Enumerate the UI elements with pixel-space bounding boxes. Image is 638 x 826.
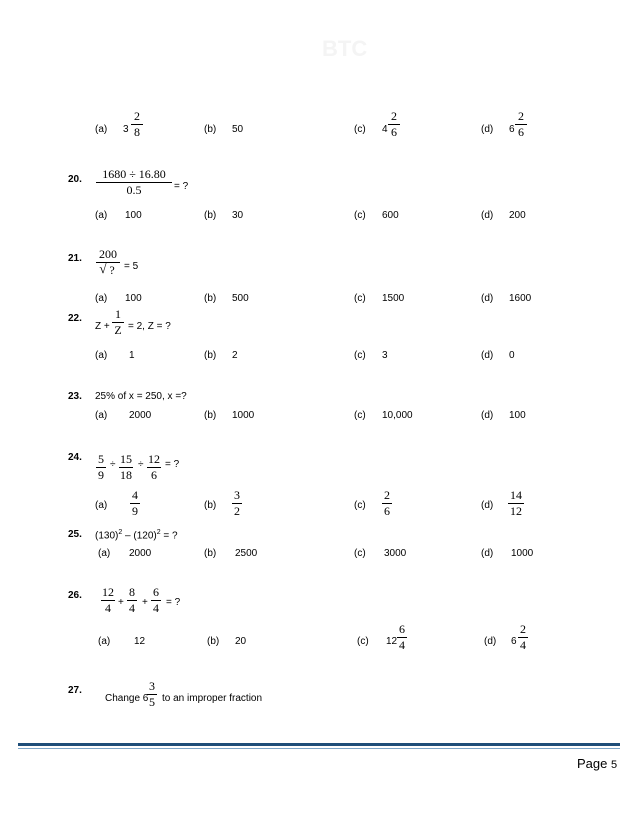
q25-option-a-label: (a): [98, 548, 111, 559]
q22-option-a-value: 1: [129, 350, 135, 361]
q21-option-b-value: 500: [232, 293, 249, 304]
q27-number: 27.: [68, 685, 82, 696]
q20-option-c-value: 600: [382, 210, 399, 221]
q22-option-d-value: 0: [509, 350, 515, 361]
q22-option-c-label: (c): [354, 350, 366, 361]
q20-option-c-label: (c): [354, 210, 366, 221]
q20-option-a-value: 100: [125, 210, 142, 221]
q24-fraction-1: 5 9: [98, 452, 104, 482]
q24-option-c-fraction: 2 6: [384, 488, 390, 518]
page-number: Page 5: [577, 756, 618, 771]
q27-fraction: 3 5: [149, 679, 155, 709]
q21-expression-fraction: 200 √ ?: [96, 248, 120, 277]
q20-option-b-value: 30: [232, 210, 244, 221]
q21-option-d-value: 1600: [509, 293, 532, 304]
q24-option-b-label: (b): [204, 500, 217, 511]
q27-question-suffix: to an improper fraction: [162, 693, 263, 704]
q21-option-a-label: (a): [95, 293, 108, 304]
q26-option-a-value: 12: [134, 636, 146, 647]
q21-number: 21.: [68, 253, 82, 264]
q19-option-d-whole: 6: [509, 124, 515, 135]
q21-option-d-label: (d): [481, 293, 494, 304]
q26-fraction-2: 8 4: [129, 585, 135, 615]
q26-option-c-label: (c): [357, 636, 369, 647]
q23-option-a-label: (a): [95, 410, 108, 421]
q22-option-c-value: 3: [382, 350, 388, 361]
q21-option-a-value: 100: [125, 293, 142, 304]
q24-operator-1: ÷: [110, 459, 116, 470]
q25-option-b-value: 2500: [235, 548, 258, 559]
q19-option-b-value: 50: [232, 124, 244, 135]
q22-option-b-label: (b): [204, 350, 217, 361]
q22-expression-fraction: 1 Z: [112, 308, 124, 337]
q23-option-c-label: (c): [354, 410, 366, 421]
q26-fraction-3: 6 4: [153, 585, 159, 615]
q20-option-d-label: (d): [481, 210, 494, 221]
q20-option-b-label: (b): [204, 210, 217, 221]
q26-option-b-label: (b): [207, 636, 220, 647]
q24-option-c-label: (c): [354, 500, 366, 511]
q20-number: 20.: [68, 174, 82, 185]
q19-option-a-fraction: 2 8: [131, 110, 143, 139]
q24-option-d-label: (d): [481, 500, 494, 511]
q23-number: 23.: [68, 391, 82, 402]
q24-expression-tail: = ?: [165, 459, 180, 470]
q26-option-b-value: 20: [235, 636, 247, 647]
q24-option-d-fraction: 14 12: [510, 488, 522, 518]
q25-question-text: $(130)^2 - (120)^2$ = ?: [95, 529, 178, 542]
q22-number: 22.: [68, 313, 82, 324]
q21-option-b-label: (b): [204, 293, 217, 304]
q25-option-d-label: (d): [481, 548, 494, 559]
q25-option-d-value: 1000: [511, 548, 534, 559]
q24-option-b-fraction: 3 2: [234, 488, 240, 518]
q19-option-b-label: (b): [204, 124, 217, 135]
q21-expression-tail: = 5: [124, 261, 139, 272]
q24-option-a-fraction: 4 9: [132, 488, 138, 518]
q25-number: 25.: [68, 529, 82, 540]
q21-option-c-label: (c): [354, 293, 366, 304]
q25-option-c-label: (c): [354, 548, 366, 559]
q24-fraction-2: 15 18: [120, 452, 132, 482]
q20-expression-fraction: 1680 ÷ 16.80 0.5: [96, 168, 172, 197]
q26-number: 26.: [68, 590, 82, 601]
q24-fraction-3: 12 6: [148, 452, 160, 482]
q20-option-a-label: (a): [95, 210, 108, 221]
q22-expression-prefix: Z +: [95, 321, 110, 332]
footer-divider-thick: [18, 743, 620, 746]
q22-option-d-label: (d): [481, 350, 494, 361]
q22-option-b-value: 2: [232, 350, 238, 361]
q23-question-text: 25% of x = 250, x =?: [95, 391, 187, 402]
q19-option-c-whole: 4: [382, 124, 388, 135]
q19-option-a-label: (a): [95, 124, 108, 135]
q19-option-a-whole: 3: [123, 124, 129, 135]
q24-option-a-label: (a): [95, 500, 108, 511]
q26-option-d-fraction: 2 4: [520, 622, 526, 652]
q19-option-d-label: (d): [481, 124, 494, 135]
q26-option-d-whole: 6: [511, 636, 517, 647]
q19-option-c-label: (c): [354, 124, 366, 135]
footer-divider-thin: [18, 748, 620, 749]
q23-option-c-value: 10,000: [382, 410, 413, 421]
q26-option-c-whole: 12: [386, 636, 398, 647]
watermark: BTC: [322, 36, 368, 61]
q24-number: 24.: [68, 452, 82, 463]
q23-option-a-value: 2000: [129, 410, 152, 421]
square-root-sign: √ ?: [100, 263, 115, 277]
q19-option-c-fraction: 2 6: [388, 110, 400, 139]
q19-option-d-fraction: 2 6: [515, 110, 527, 139]
q26-fraction-1: 12 4: [102, 585, 114, 615]
q25-option-b-label: (b): [204, 548, 217, 559]
q26-operator-1: +: [118, 597, 124, 608]
q22-expression-tail: = 2, Z = ?: [128, 321, 171, 332]
q26-option-c-fraction: 6 4: [399, 622, 405, 652]
q26-option-a-label: (a): [98, 636, 111, 647]
q25-option-a-value: 2000: [129, 548, 152, 559]
q25-option-c-value: 3000: [384, 548, 407, 559]
q26-expression-tail: = ?: [166, 597, 181, 608]
q23-option-d-value: 100: [509, 410, 526, 421]
q27-question-prefix: Change 6: [105, 693, 149, 704]
q22-option-a-label: (a): [95, 350, 108, 361]
q23-option-d-label: (d): [481, 410, 494, 421]
q23-option-b-value: 1000: [232, 410, 255, 421]
q20-expression-tail: = ?: [174, 181, 189, 192]
q26-option-d-label: (d): [484, 636, 497, 647]
q26-operator-2: +: [142, 597, 148, 608]
q21-option-c-value: 1500: [382, 293, 405, 304]
q20-option-d-value: 200: [509, 210, 526, 221]
q24-operator-2: ÷: [138, 459, 144, 470]
q23-option-b-label: (b): [204, 410, 217, 421]
